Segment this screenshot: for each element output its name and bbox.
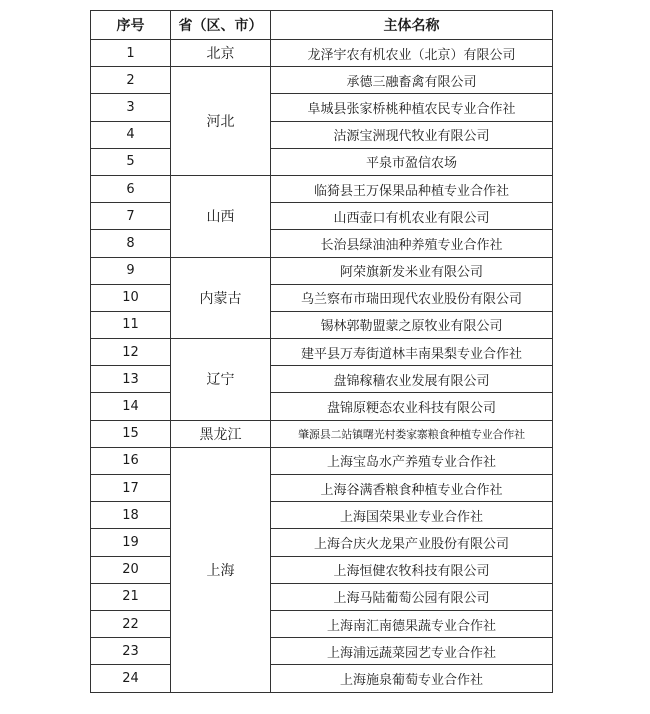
cell-province: 山西 <box>171 175 271 257</box>
cell-no: 4 <box>91 121 171 148</box>
table-row <box>91 311 553 338</box>
table-row <box>91 203 553 230</box>
cell-entity-name: 阿荣旗新发米业有限公司 <box>271 257 553 284</box>
cell-entity-name: 乌兰察布市瑞田现代农业股份有限公司 <box>271 284 553 311</box>
cell-no: 16 <box>91 447 171 474</box>
cell-entity-name: 建平县万寿街道林丰南果梨专业合作社 <box>271 339 553 366</box>
cell-no: 2 <box>91 67 171 94</box>
cell-entity-name: 上海浦远蔬菜园艺专业合作社 <box>271 638 553 665</box>
cell-entity-name: 盘锦原粳态农业科技有限公司 <box>271 393 553 420</box>
cell-province: 黑龙江 <box>171 420 271 447</box>
cell-entity-name: 平泉市盈信农场 <box>271 148 553 175</box>
cell-no: 11 <box>91 311 171 338</box>
cell-entity-name: 盘锦稼穑农业发展有限公司 <box>271 366 553 393</box>
table-row <box>91 121 553 148</box>
cell-entity-name: 龙泽宇农有机农业（北京）有限公司 <box>271 40 553 67</box>
cell-no: 9 <box>91 257 171 284</box>
cell-entity-name: 上海宝岛水产养殖专业合作社 <box>271 447 553 474</box>
cell-no: 23 <box>91 638 171 665</box>
header-name: 主体名称 <box>271 11 553 40</box>
cell-entity-name: 上海南汇南德果蔬专业合作社 <box>271 610 553 637</box>
cell-no: 13 <box>91 366 171 393</box>
cell-province: 河北 <box>171 67 271 176</box>
cell-entity-name: 沽源宝洲现代牧业有限公司 <box>271 121 553 148</box>
cell-entity-name: 山西壶口有机农业有限公司 <box>271 203 553 230</box>
cell-no: 6 <box>91 175 171 202</box>
table-row <box>91 257 553 284</box>
entity-table <box>90 10 553 693</box>
table-row <box>91 502 553 529</box>
table-row <box>91 583 553 610</box>
cell-entity-name: 上海国荣果业专业合作社 <box>271 502 553 529</box>
table-row <box>91 638 553 665</box>
cell-entity-name: 承德三融畜禽有限公司 <box>271 67 553 94</box>
table-row <box>91 175 553 202</box>
table-row <box>91 94 553 121</box>
cell-no: 22 <box>91 610 171 637</box>
cell-no: 17 <box>91 475 171 502</box>
cell-no: 15 <box>91 420 171 447</box>
table-header-row <box>91 11 553 40</box>
table-row <box>91 284 553 311</box>
cell-entity-name: 上海合庆火龙果产业股份有限公司 <box>271 529 553 556</box>
cell-province: 内蒙古 <box>171 257 271 339</box>
table-row <box>91 339 553 366</box>
table-row <box>91 665 553 692</box>
table-row <box>91 393 553 420</box>
cell-entity-name: 上海谷满香粮食种植专业合作社 <box>271 475 553 502</box>
table-row <box>91 529 553 556</box>
cell-no: 24 <box>91 665 171 692</box>
cell-no: 19 <box>91 529 171 556</box>
cell-no: 7 <box>91 203 171 230</box>
cell-no: 21 <box>91 583 171 610</box>
cell-no: 20 <box>91 556 171 583</box>
cell-no: 12 <box>91 339 171 366</box>
cell-no: 8 <box>91 230 171 257</box>
table-row <box>91 556 553 583</box>
header-no: 序号 <box>91 11 171 40</box>
table-row <box>91 230 553 257</box>
cell-entity-name: 阜城县张家桥桃种植农民专业合作社 <box>271 94 553 121</box>
cell-entity-name: 临猗县王万保果品种植专业合作社 <box>271 175 553 202</box>
table-row <box>91 447 553 474</box>
cell-no: 3 <box>91 94 171 121</box>
table-row <box>91 420 553 447</box>
header-province: 省（区、市） <box>171 11 271 40</box>
cell-province: 北京 <box>171 40 271 67</box>
table-row <box>91 148 553 175</box>
table-body <box>91 40 553 693</box>
cell-no: 5 <box>91 148 171 175</box>
table-row <box>91 366 553 393</box>
cell-no: 10 <box>91 284 171 311</box>
cell-entity-name: 锡林郭勒盟蒙之原牧业有限公司 <box>271 311 553 338</box>
cell-entity-name: 上海施泉葡萄专业合作社 <box>271 665 553 692</box>
table-row <box>91 610 553 637</box>
cell-province: 辽宁 <box>171 339 271 421</box>
cell-entity-name: 上海恒健农牧科技有限公司 <box>271 556 553 583</box>
cell-no: 1 <box>91 40 171 67</box>
cell-no: 18 <box>91 502 171 529</box>
cell-entity-name: 上海马陆葡萄公园有限公司 <box>271 583 553 610</box>
table-row <box>91 67 553 94</box>
cell-no: 14 <box>91 393 171 420</box>
cell-province: 上海 <box>171 447 271 692</box>
table-row <box>91 40 553 67</box>
cell-entity-name: 长治县绿油油种养殖专业合作社 <box>271 230 553 257</box>
cell-entity-name: 肇源县二站镇曙光村娄家寨粮食种植专业合作社 <box>271 420 553 447</box>
table-row <box>91 475 553 502</box>
